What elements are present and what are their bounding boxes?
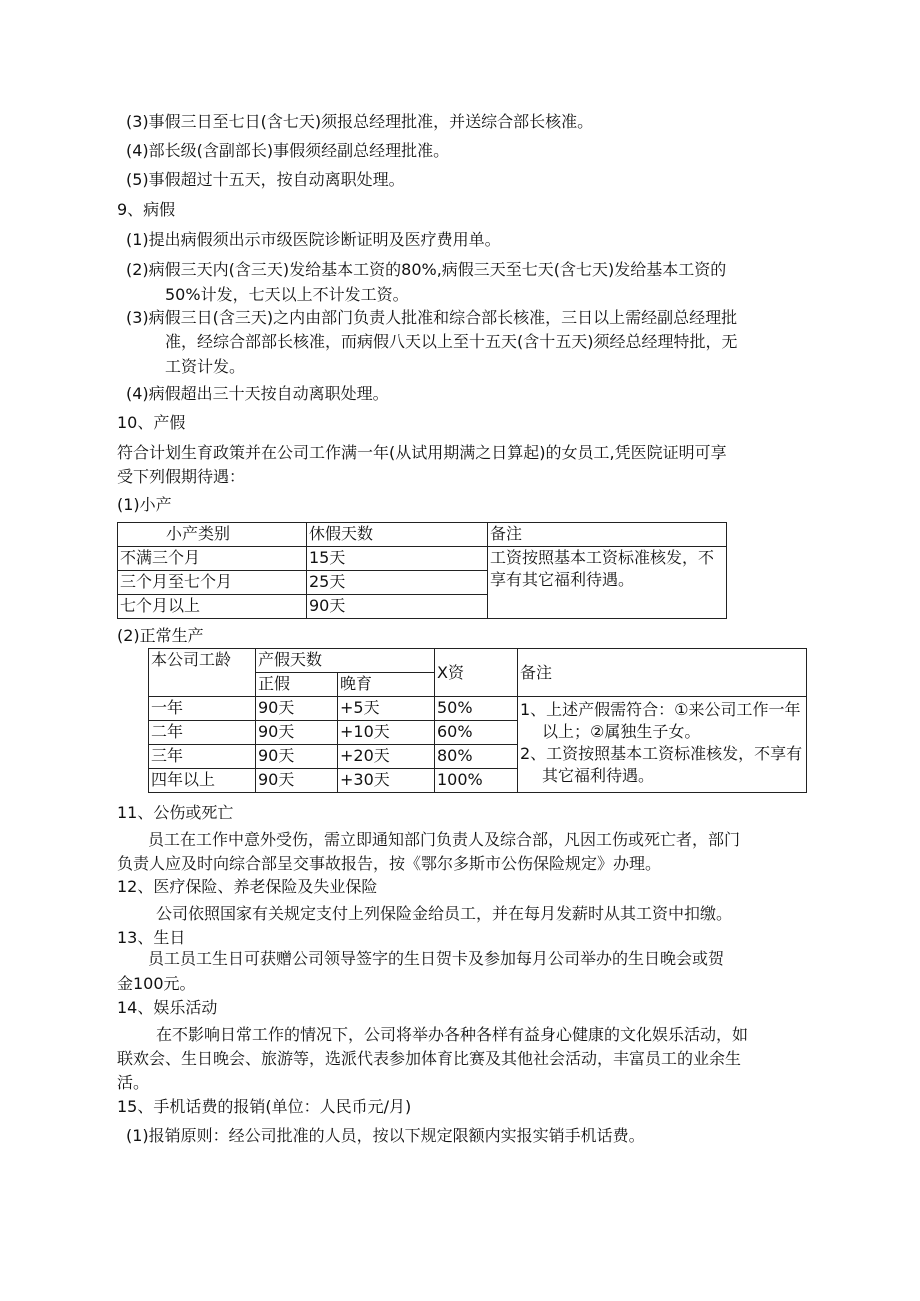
maternity-intro-line1: 符合计划生育政策并在公司工作满一年(从试用期满之日算起)的女员工,凭医院证明可享 xyxy=(117,443,727,462)
table-header-cell: 晚育 xyxy=(338,673,435,697)
normal-birth-note-1: 1、上述产假需符合：①来公司工作一年以上；②属独生子女。 xyxy=(520,700,801,741)
table-cell: 三年 xyxy=(149,745,256,769)
table-header-row xyxy=(118,523,727,547)
table-cell: 15天 xyxy=(307,547,488,571)
sick-item-3-line3: 工资计发。 xyxy=(165,357,246,376)
sick-item-4: (4)病假超出三十天按自动离职处理。 xyxy=(126,384,389,403)
table-header-cell: 本公司工龄 xyxy=(149,649,256,697)
table-cell: 不满三个月 xyxy=(118,547,307,571)
recreation-para-line2: 联欢会、生日晚会、旅游等，选派代表参加体育比赛及其他社会活动，丰富员工的业余生 xyxy=(117,1049,742,1068)
section-heading-birthday: 13、生日 xyxy=(117,928,186,947)
table-cell: 90天 xyxy=(256,721,338,745)
table-header-cell: 正假 xyxy=(256,673,338,697)
leave-item-4: (4)部长级(含副部长)事假须经副总经理批准。 xyxy=(126,141,450,160)
table-header-cell: X资 xyxy=(435,649,518,697)
sick-item-2-line2: 50%计发，七天以上不计发工资。 xyxy=(165,285,409,304)
leave-item-5: (5)事假超过十五天，按自动离职处理。 xyxy=(126,170,405,189)
table-header-cell: 备注 xyxy=(488,523,727,547)
section-heading-sick-leave: 9、病假 xyxy=(117,200,176,219)
table-cell: 90天 xyxy=(256,769,338,793)
maternity-intro-line2: 受下列假期待遇： xyxy=(117,467,246,486)
miscarriage-title: (1)小产 xyxy=(117,495,172,514)
table-cell: +30天 xyxy=(338,769,435,793)
table-header-cell: 休假天数 xyxy=(307,523,488,547)
table-cell: 100% xyxy=(435,769,518,793)
normal-birth-table xyxy=(148,648,807,793)
miscarriage-note: 工资按照基本工资标准核发，不享有其它福利待遇。 xyxy=(488,547,727,619)
table-cell: 七个月以上 xyxy=(118,595,307,619)
section-heading-phone-expense: 15、手机话费的报销(单位：人民币元/月) xyxy=(117,1097,412,1116)
table-cell: 25天 xyxy=(307,571,488,595)
sick-item-2-line1: (2)病假三天内(含三天)发给基本工资的80%,病假三天至七天(含七天)发给基本工资的 xyxy=(126,260,727,279)
table-cell: +10天 xyxy=(338,721,435,745)
table-header-cell: 备注 xyxy=(518,649,807,697)
section-heading-work-injury: 11、公伤或死亡 xyxy=(117,803,234,822)
leave-item-3: (3)事假三日至七日(含七天)须报总经理批准，并送综合部长核准。 xyxy=(126,112,594,131)
table-cell: 四年以上 xyxy=(149,769,256,793)
table-cell: 80% xyxy=(435,745,518,769)
injury-para-line2: 负责人应及时向综合部呈交事故报告，按《鄂尔多斯市公伤保险规定》办理。 xyxy=(117,854,662,873)
injury-para-line1: 员工在工作中意外受伤，需立即通知部门负责人及综合部，凡因工伤或死亡者，部门 xyxy=(148,830,741,849)
table-cell: 60% xyxy=(435,721,518,745)
table-row xyxy=(118,547,727,571)
table-header-cell: 产假天数 xyxy=(256,649,435,673)
sick-item-1: (1)提出病假须出示市级医院诊断证明及医疗费用单。 xyxy=(126,230,501,249)
table-cell: 二年 xyxy=(149,721,256,745)
table-cell: 90天 xyxy=(256,745,338,769)
normal-birth-title: (2)正常生产 xyxy=(117,626,204,645)
birthday-para-line2: 金100元。 xyxy=(117,974,196,993)
table-cell: 90天 xyxy=(256,697,338,721)
recreation-para-line3: 活。 xyxy=(117,1073,150,1092)
normal-birth-note xyxy=(518,697,807,793)
phone-para: (1)报销原则：经公司批准的人员，按以下规定限额内实报实销手机话费。 xyxy=(126,1126,645,1145)
sick-item-3-line2: 准，经综合部部长核准，而病假八天以上至十五天(含十五天)须经总经理特批，无 xyxy=(165,332,738,351)
sick-item-3-line1: (3)病假三日(含三天)之内由部门负责人批准和综合部长核准，三日以上需经副总经理批 xyxy=(126,308,738,327)
normal-birth-note-2: 2、工资按照基本工资标准核发，不享有其它福利待遇。 xyxy=(520,744,803,785)
table-cell: 一年 xyxy=(149,697,256,721)
table-row xyxy=(149,697,807,721)
recreation-para-line1: 在不影响日常工作的情况下，公司将举办各种各样有益身心健康的文化娱乐活动，如 xyxy=(156,1025,749,1044)
table-cell: 三个月至七个月 xyxy=(118,571,307,595)
section-heading-insurance: 12、医疗保险、养老保险及失业保险 xyxy=(117,877,378,896)
table-header-cell: 小产类别 xyxy=(118,523,307,547)
table-cell: +5天 xyxy=(338,697,435,721)
birthday-para-line1: 员工员工生日可获赠公司领导签字的生日贺卡及参加每月公司举办的生日晚会或贺 xyxy=(148,949,725,968)
insurance-para: 公司依照国家有关规定支付上列保险金给员工，并在每月发薪时从其工资中扣缴。 xyxy=(156,904,733,923)
table-header-row xyxy=(149,649,807,673)
table-cell: 50% xyxy=(435,697,518,721)
section-heading-recreation: 14、娱乐活动 xyxy=(117,998,218,1017)
table-cell: +20天 xyxy=(338,745,435,769)
table-cell: 90天 xyxy=(307,595,488,619)
section-heading-maternity-leave: 10、产假 xyxy=(117,413,186,432)
miscarriage-table xyxy=(117,522,727,619)
